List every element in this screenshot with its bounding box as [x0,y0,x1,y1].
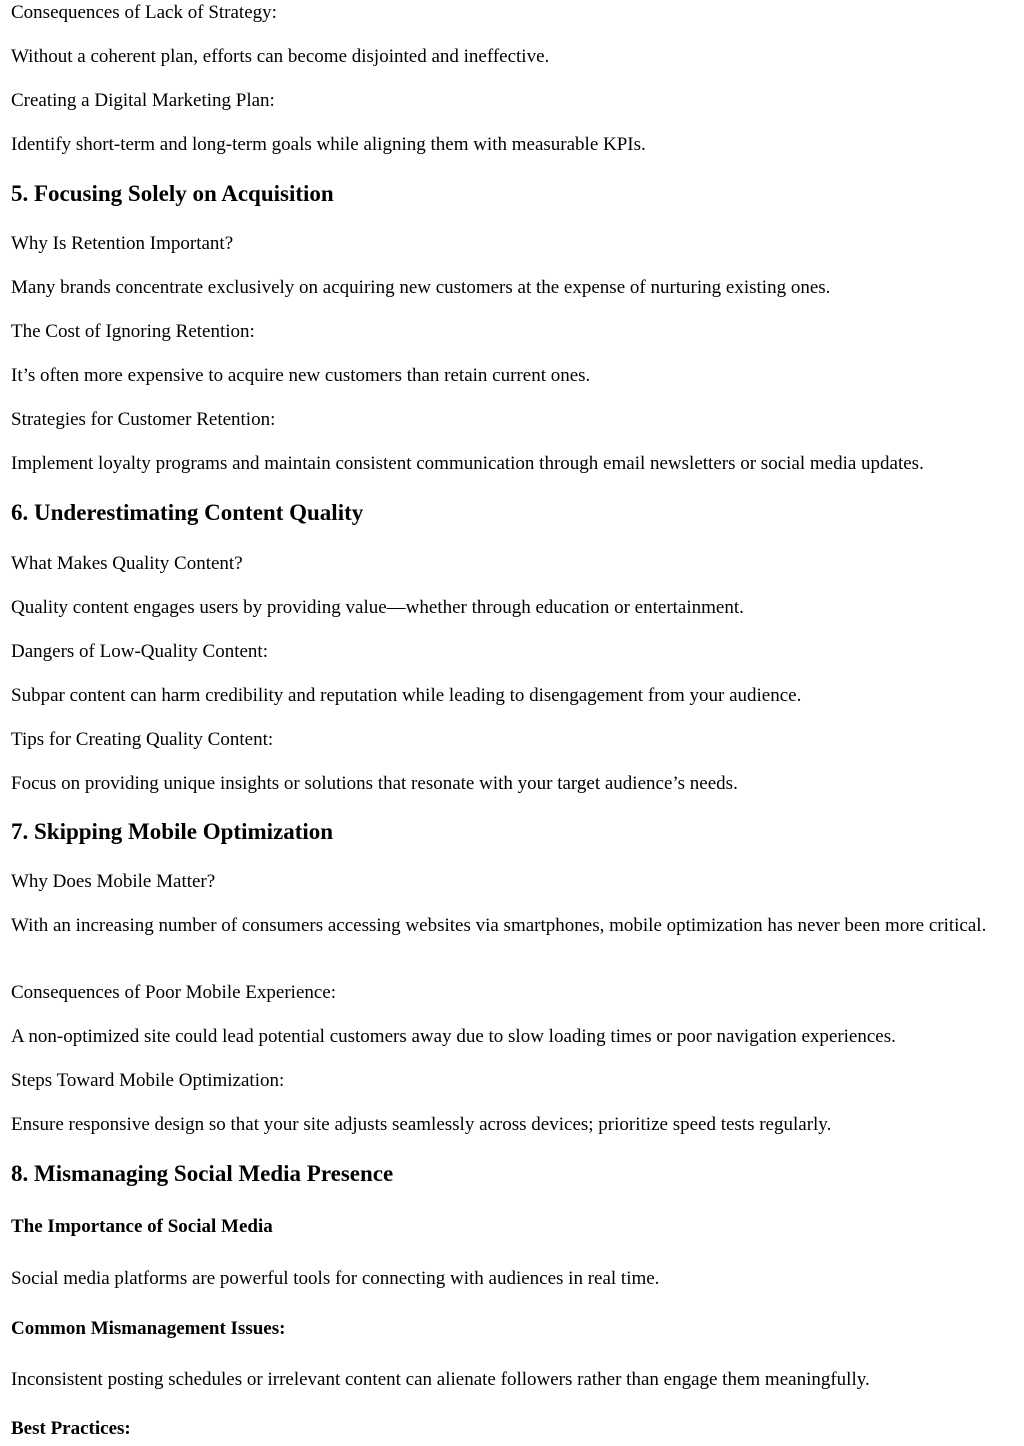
paragraph-quality-content: Quality content engages users by providing value—whether through education or entertainment. [11,597,744,618]
section-heading-7: 7. Skipping Mobile Optimization [11,819,334,844]
paragraph-quality-tips: Focus on providing unique insights or solutions that resonate with your target audience’s needs. [11,773,738,794]
paragraph-low-quality-dangers: Subpar content can harm credibility and reputation while leading to disengagement from your audience. [11,685,802,706]
subheading-marketing-plan: Creating a Digital Marketing Plan: [11,90,275,111]
subheading-best-practices: Best Practices: [11,1418,131,1439]
section-heading-8: 8. Mismanaging Social Media Presence [11,1161,394,1186]
paragraph-lack-of-strategy: Without a coherent plan, efforts can become disjointed and ineffective. [11,46,550,67]
paragraph-social-importance: Social media platforms are powerful tools for connecting with audiences in real time. [11,1268,660,1289]
paragraph-retention-strategies: Implement loyalty programs and maintain consistent communication through email newsletters or social media updates. [11,453,924,474]
subheading-mismanagement-issues: Common Mismanagement Issues: [11,1318,286,1339]
subheading-quality-tips: Tips for Creating Quality Content: [11,729,274,750]
section-heading-6: 6. Underestimating Content Quality [11,500,364,525]
subheading-social-importance: The Importance of Social Media [11,1216,273,1237]
subheading-retention-strategies: Strategies for Customer Retention: [11,409,276,430]
subheading-retention-important: Why Is Retention Important? [11,233,234,254]
subheading-lack-of-strategy: Consequences of Lack of Strategy: [11,2,277,23]
paragraph-marketing-plan: Identify short-term and long-term goals while aligning them with measurable KPIs. [11,134,646,155]
paragraph-cost-ignoring-retention: It’s often more expensive to acquire new customers than retain current ones. [11,365,591,386]
paragraph-mobile-matters: With an increasing number of consumers accessing websites via smartphones, mobile optimization has never been more critical. [11,915,987,936]
subheading-mobile-matters: Why Does Mobile Matter? [11,871,216,892]
subheading-quality-content: What Makes Quality Content? [11,553,243,574]
paragraph-poor-mobile-experience: A non-optimized site could lead potential customers away due to slow loading times or poor navigation experiences. [11,1026,896,1047]
paragraph-mobile-steps: Ensure responsive design so that your site adjusts seamlessly across devices; prioritize speed tests regularly. [11,1114,832,1135]
section-heading-5: 5. Focusing Solely on Acquisition [11,181,334,206]
subheading-cost-ignoring-retention: The Cost of Ignoring Retention: [11,321,255,342]
paragraph-retention-important: Many brands concentrate exclusively on acquiring new customers at the expense of nurturing existing ones. [11,277,831,298]
subheading-poor-mobile-experience: Consequences of Poor Mobile Experience: [11,982,337,1003]
paragraph-mismanagement-issues: Inconsistent posting schedules or irrelevant content can alienate followers rather than engage them meaningfully. [11,1369,870,1390]
subheading-low-quality-dangers: Dangers of Low-Quality Content: [11,641,268,662]
subheading-mobile-steps: Steps Toward Mobile Optimization: [11,1070,285,1091]
